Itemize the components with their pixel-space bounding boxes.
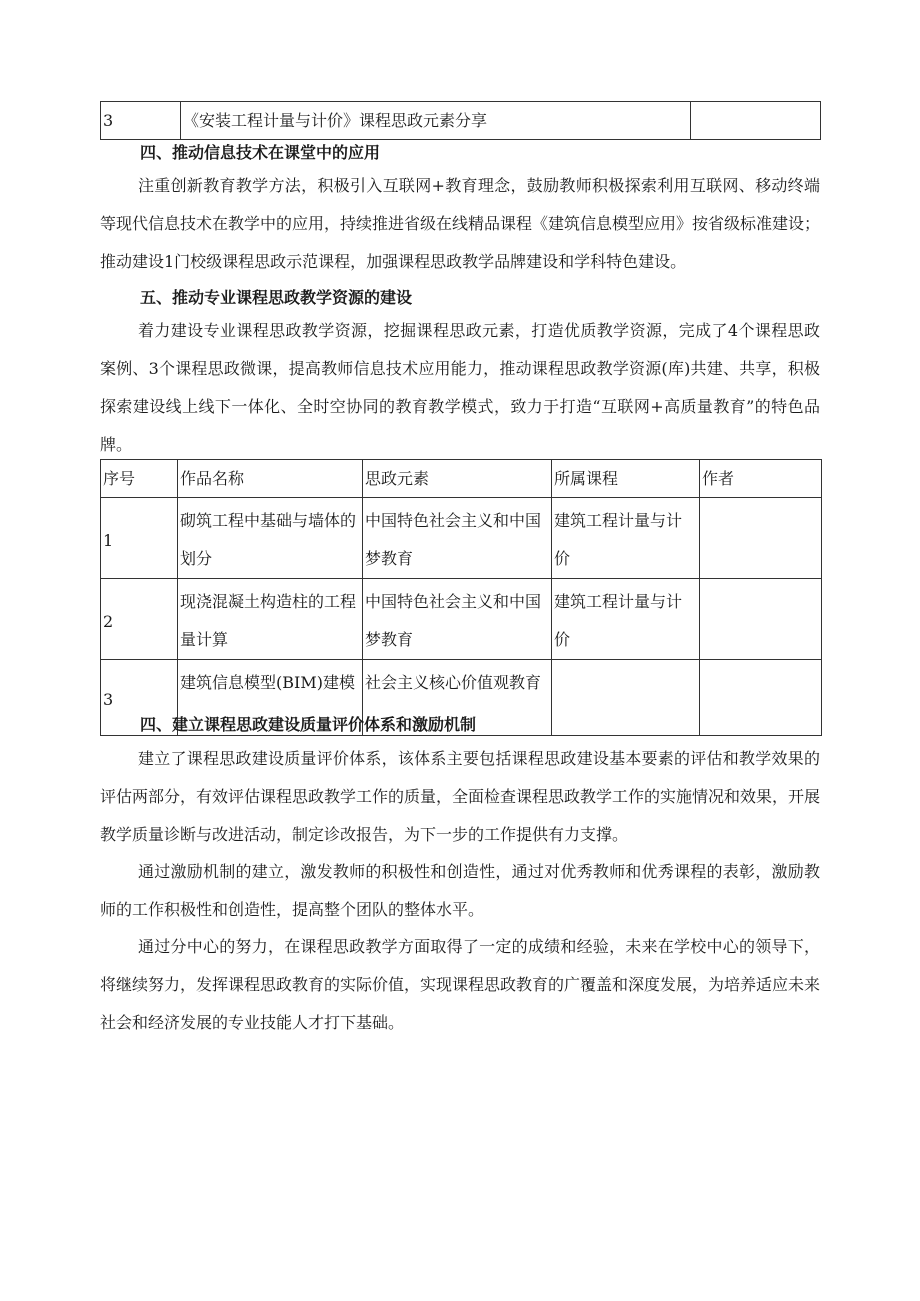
table-cell-course — [552, 660, 700, 736]
table-row — [101, 498, 822, 579]
cell-text: 中国特色社会主义和中国梦教育 — [365, 511, 542, 568]
table-cell-empty — [691, 102, 821, 140]
section-paragraph-resources: 着力建设专业课程思政教学资源，挖掘课程思政元素，打造优质教学资源，完成了4个课程思政案例、3个课程思政微课，提高教师信息技术应用能力，推动课程思政教学资源(库)共建、共享，积极探索建设线上线下一体化、全时空协同的教育教学模式，致力于打造“互联网+高质量教育”的特色品牌。 — [100, 321, 820, 454]
table-row — [101, 579, 822, 660]
table-cell-title: 《安装工程计量与计价》课程思政元素分享 — [181, 102, 691, 140]
cell-text: 建筑信息模型(BIM)建模 — [180, 673, 355, 692]
table-cell-course — [552, 579, 700, 660]
section-heading-resources: 五、推动专业课程思政教学资源的建设 — [140, 288, 413, 307]
cell-text: 建筑工程计量与计价 — [554, 511, 683, 568]
table-cell-number: 1 — [101, 498, 178, 579]
column-header-number: 序号 — [101, 460, 178, 498]
cell-text: 现浇混凝土构造柱的工程量计算 — [180, 592, 357, 649]
section-heading-info-tech: 四、推动信息技术在课堂中的应用 — [140, 143, 381, 162]
cell-text: 社会主义核心价值观教育 — [365, 673, 542, 692]
resource-table-continued — [100, 101, 821, 140]
table-cell-title — [178, 579, 363, 660]
table-cell-author — [700, 498, 822, 579]
table-row — [101, 102, 821, 140]
column-header-element: 思政元素 — [363, 460, 552, 498]
cell-text — [554, 660, 697, 664]
column-header-course: 所属课程 — [552, 460, 700, 498]
table-cell-author — [700, 660, 822, 736]
section-heading-evaluation: 四、建立课程思政建设质量评价体系和激励机制 — [140, 715, 477, 734]
cell-text: 中国特色社会主义和中国梦教育 — [365, 592, 542, 649]
table-cell-number: 3 — [101, 102, 181, 140]
table-cell-element — [363, 579, 552, 660]
section-paragraph-evaluation: 建立了课程思政建设质量评价体系，该体系主要包括课程思政建设基本要素的评估和教学效果的评估两部分，有效评估课程思政教学工作的质量，全面检查课程思政教学工作的实施情况和效果，开展教学质量诊断与改进活动，制定诊改报告，为下一步的工作提供有力支撑。 — [100, 749, 821, 844]
column-header-author: 作者 — [700, 460, 822, 498]
table-cell-course — [552, 498, 700, 579]
cell-text: 建筑工程计量与计价 — [554, 592, 683, 649]
cell-text: 砌筑工程中基础与墙体的划分 — [180, 511, 357, 568]
column-header-title: 作品名称 — [178, 460, 363, 498]
table-cell-number: 3 — [101, 660, 178, 736]
table-cell-number: 2 — [101, 579, 178, 660]
table-cell-title — [178, 498, 363, 579]
table-cell-element — [363, 498, 552, 579]
works-table — [100, 459, 822, 736]
section-paragraph-info-tech: 注重创新教育教学方法，积极引入互联网+教育理念，鼓励教师积极探索利用互联网、移动终端等现代信息技术在教学中的应用，持续推进省级在线精品课程《建筑信息模型应用》按省级标准建设；推动建设1门校级课程思政示范课程，加强课程思政教学品牌建设和学科特色建设。 — [100, 176, 821, 271]
section-paragraph-outlook: 通过分中心的努力，在课程思政教学方面取得了一定的成绩和经验，未来在学校中心的领导下，将继续努力，发挥课程思政教育的实际价值，实现课程思政教育的广覆盖和深度发展，为培养适应未来社会和经济发展的专业技能人才打下基础。 — [100, 937, 821, 1032]
section-paragraph-incentive: 通过激励机制的建立，激发教师的积极性和创造性，通过对优秀教师和优秀课程的表彰，激励教师的工作积极性和创造性，提高整个团队的整体水平。 — [100, 862, 820, 919]
table-header-row — [101, 460, 822, 498]
table-cell-author — [700, 579, 822, 660]
